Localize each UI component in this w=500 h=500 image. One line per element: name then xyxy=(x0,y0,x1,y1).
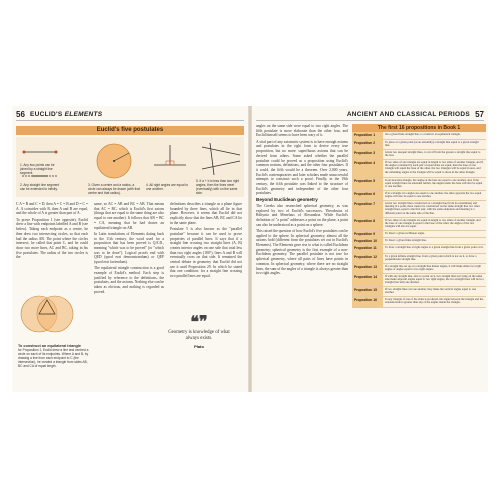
proposition-text: To place at a given point (as an extremity) a straight line equal to a given straight line. xyxy=(383,140,486,149)
table-row xyxy=(352,201,486,218)
propositions-table-title: The first 16 propositions in Book 1 xyxy=(352,124,486,132)
table-row xyxy=(352,178,486,191)
left-page xyxy=(12,106,248,392)
proposition-label: Proposition 4 xyxy=(352,160,383,177)
table-row xyxy=(352,191,486,201)
postulate-3-diagram xyxy=(94,141,134,181)
postulate-1-diagram xyxy=(20,141,60,163)
proposition-label: Proposition 2 xyxy=(352,140,383,149)
proposition-label: Proposition 13 xyxy=(352,264,383,273)
proposition-text: If two sides of one triangle are equal in length to two sides of another triangle, and the base of one triangle is equal to the base of the other, the angles of the two triangles will also be equal. xyxy=(383,218,486,230)
proposition-text: Given two unequal straight lines, to cut off from the greater a straight line equal to the less. xyxy=(383,150,486,159)
proposition-text: Given two straight lines constructed on a straight line (from its extremities) and meeting in a point, there cannot be constructed on the same straight line two other straight lines, equal to the first pair, with the same endpoints and meeting at a different point on the same side of the line. xyxy=(383,201,486,217)
chapter-title: EUCLID'S ELEMENTS xyxy=(30,111,103,118)
table-row xyxy=(352,218,486,231)
table-row xyxy=(352,150,486,160)
proposition-text: To a given infinite straight line, from a given point which is not on it, to draw a perpendicular straight line. xyxy=(383,254,486,263)
proposition-label: Proposition 3 xyxy=(352,150,383,159)
table-row xyxy=(352,287,486,297)
postulate-5-diagram xyxy=(200,141,242,177)
table-row xyxy=(352,238,486,245)
figure-caption: To construct an equilateral triangle for Proposition 1, Euclid drew a line and centred a circle on each of its endpoints. Where A and B, by drawing a line from each endpoint to C (the intersection), he created a triangle from sides AB, BC and CA of equal length. xyxy=(18,344,89,368)
propositions-table xyxy=(352,124,486,308)
postulate-2-caption: 2. Any straight line segment can be extended to infinity. xyxy=(20,183,60,191)
proposition-label: Proposition 8 xyxy=(352,218,383,230)
proposition-text: If a straight line set up on a straight line makes angles, it will make either two right angles or angles equal to two right angles. xyxy=(383,264,486,273)
postulate-1-caption: 1. Any two points can be joined by a straight line segment. xyxy=(20,163,55,175)
table-row xyxy=(352,274,486,287)
quote-author: Plato xyxy=(194,344,204,349)
table-row xyxy=(352,231,486,238)
postulate-5-caption: 5. If a + b is less than two right angles, then the lines meet (eventually) with on the same side. xyxy=(196,179,240,195)
proposition-label: Proposition 7 xyxy=(352,201,383,217)
proposition-label: Proposition 9 xyxy=(352,231,383,237)
postulate-3-caption: 3. Given a centre and a radius, a circle can always be drawn (with that centre and that radius). xyxy=(88,183,140,195)
proposition-text: In an isosceles triangle, the angles at the base are equal to one another, and, if the equal straight lines are extended further, the angles under the base will also be equal to one another. xyxy=(383,178,486,190)
section-heading: Beyond Euclidean geometry xyxy=(256,197,318,203)
right-column-1: angles on the same side were equal to two right angles. The fifth postulate is more elaborate than the other four, and Euclid himself seems to have been wary of it. A vital part of any axiomatic system is to have enough axioms and postulates in the right form to derive every true proposition, but no more: superfluous axioms that can be derived from others. Some asked whether the parallel postulate could be proved as a proposition using Euclid's common notions, definitions, and the other four postulates. If it could, the fifth would be a theorem. Over 2,000 years, Euclid's contemporaries and later scholars made unsuccessful attempts to construct such a proof. Finally, in the 19th century, the fifth postulate was linked to the structure of Euclid's geometry and independent of the other four postulates. Beyond Euclidean geometry The Greeks also researched spherical geometry, as was explored by two of Euclid's successors, Theodosius of Bithynia and Menelaus of Alexandria. While Euclid's definition of "a point" addresses a point on the plane, a point can also be understood as a point on a sphere. This raised the question of how Euclid's five postulates can be applied to the sphere. In spherical geometry, almost all the axioms hold (different from the postulates set out in Euclid's Elements). The Elements gave rise to what is called Euclidean geometry; spherical geometry is the first example of a non-Euclidean geometry. The parallel postulate is not true for spherical geometry, where all pairs of lines have points in common. In spherical geometry, where there are no straight lines, the sum of the angles of a triangle is always greater than two right angles. xyxy=(256,124,348,276)
proposition-label: Proposition 14 xyxy=(352,274,383,286)
proposition-text: If in a triangle two angles are equal to one another, the sides opposite the two equal angles will also be equal to one another. xyxy=(383,191,486,200)
proposition-text: If two straight lines cut one another, they make the vertical angles equal to one another. xyxy=(383,287,486,296)
left-column-1: C A = B and C = D, then A = C = B and D = C = A. A coincides with B, then A and B are equal, and the whole of A is greater than part of A. To prove Proposition 1 (see opposite), Euclid drew a line with endpoints labelled A and B (see below). Taking each endpoint as a centre, he then drew two intersecting circles, so that each had the radius AB. The point where the circles intersect, he called that point C, and he could draw two more lines, AC and BC, taking in his five postulates. The radius of the two circles is the xyxy=(16,202,88,260)
running-head-left xyxy=(16,110,244,121)
postulate-4-diagram xyxy=(150,141,190,171)
left-column-3: definitions describes a triangle as a plane figure bounded by three lines, which all lie in that plane. However, it seems that Euclid did not explicitly show that the lines AB, BC and CA lie in the same plane. Postulate 5 is also known as the "parallel postulate" because it can be used to prove properties of parallel lines. It says that if a straight line crossing two straight lines (A, B) creates interior angles on one side that total less than two right angles (180°), lines A and B will eventually cross on that side. It remained the central debate in geometry that Euclid did not use it until Proposition 29. In which he stated that one condition: for a straight line crossing two parallel lines are equal. xyxy=(170,202,242,279)
right-page xyxy=(252,106,488,392)
equilateral-construction-figure xyxy=(18,282,76,340)
proposition-label: Proposition 10 xyxy=(352,238,383,244)
proposition-text: To bisect a given rectilinear angle. xyxy=(383,231,486,237)
proposition-label: Proposition 15 xyxy=(352,287,383,296)
proposition-label: Proposition 6 xyxy=(352,191,383,200)
proposition-text: If with any straight line, and at a point on it, two straight lines not lying on the same side make adjacent angles equal to two right angles, the two straight lines will be in a straight line with one another. xyxy=(383,274,486,286)
table-row xyxy=(352,245,486,254)
proposition-label: Proposition 1 xyxy=(352,132,383,139)
table-row xyxy=(352,132,486,140)
page-number: 56 xyxy=(16,110,25,119)
chapter-title: ANCIENT AND CLASSICAL PERIODS xyxy=(346,111,470,118)
postulate-2-diagram xyxy=(20,171,60,181)
proposition-label: Proposition 12 xyxy=(352,254,383,263)
page-number: 57 xyxy=(475,110,484,119)
proposition-text: In any triangle, if one of the sides is produced, the angle between the triangle and the extended side is greater than any of the angles inside the triangle. xyxy=(383,297,486,307)
table-row xyxy=(352,254,486,264)
table-row xyxy=(352,264,486,274)
proposition-label: Proposition 11 xyxy=(352,245,383,253)
table-row xyxy=(352,160,486,178)
propositions-list xyxy=(352,132,486,308)
proposition-text: On a given finite straight line, to construct an equilateral triangle. xyxy=(383,132,486,139)
proposition-label: Proposition 5 xyxy=(352,178,383,190)
proposition-label: Proposition 16 xyxy=(352,297,383,307)
postulates-panel-title: Euclid's five postulates xyxy=(16,126,244,135)
book-spread xyxy=(12,106,488,392)
left-column-2: same, so AC = AB and BC = AB. That means that AC = BC, which is Euclid's first axiom (things that are equal to the same thing are also equal to one another). It follows that AB = BC = CA, meaning that he had drawn an equilateral triangle on AB. In Latin translations of Elements dating back to the 11th century, the word used for a proposition that has been proved is Q.E.D., meaning "which was to be proved" (or "which was to be done"). Logical proofs end with QED (quod erat demonstrandum) or QEF (quod erat faciendum). The equilateral triangle construction is a good example of Euclid's method. Each step is justified by reference to the definitions, the postulates, and the axioms. Nothing else can be taken as obvious, and nothing is regarded as proved. xyxy=(94,202,164,294)
proposition-text: To bisect a given finite straight line. xyxy=(383,238,486,244)
table-row xyxy=(352,140,486,150)
postulate-4-caption: 4. All right angles are equal to one another. xyxy=(146,183,188,191)
quote-marks-icon: ❝❞ xyxy=(190,314,208,331)
postulates-diagram-row xyxy=(16,137,244,197)
plato-quote xyxy=(164,316,234,349)
proposition-text: If two sides of one triangle are equal in length to two sides of another triangle, and if the angles contained by each pair of equal sides are equal, then the base of one triangle will equal the base of the other, the two triangles will be equal in area, and the remaining angles at the triangle will be equal to those in the other triangle. xyxy=(383,160,486,177)
quote-text: Geometry is knowledge of what always exists. xyxy=(168,330,230,341)
proposition-text: To draw a straight line at right angles to a given straight line from a given point on it. xyxy=(383,245,486,253)
running-head-right xyxy=(256,110,484,121)
table-row xyxy=(352,297,486,308)
